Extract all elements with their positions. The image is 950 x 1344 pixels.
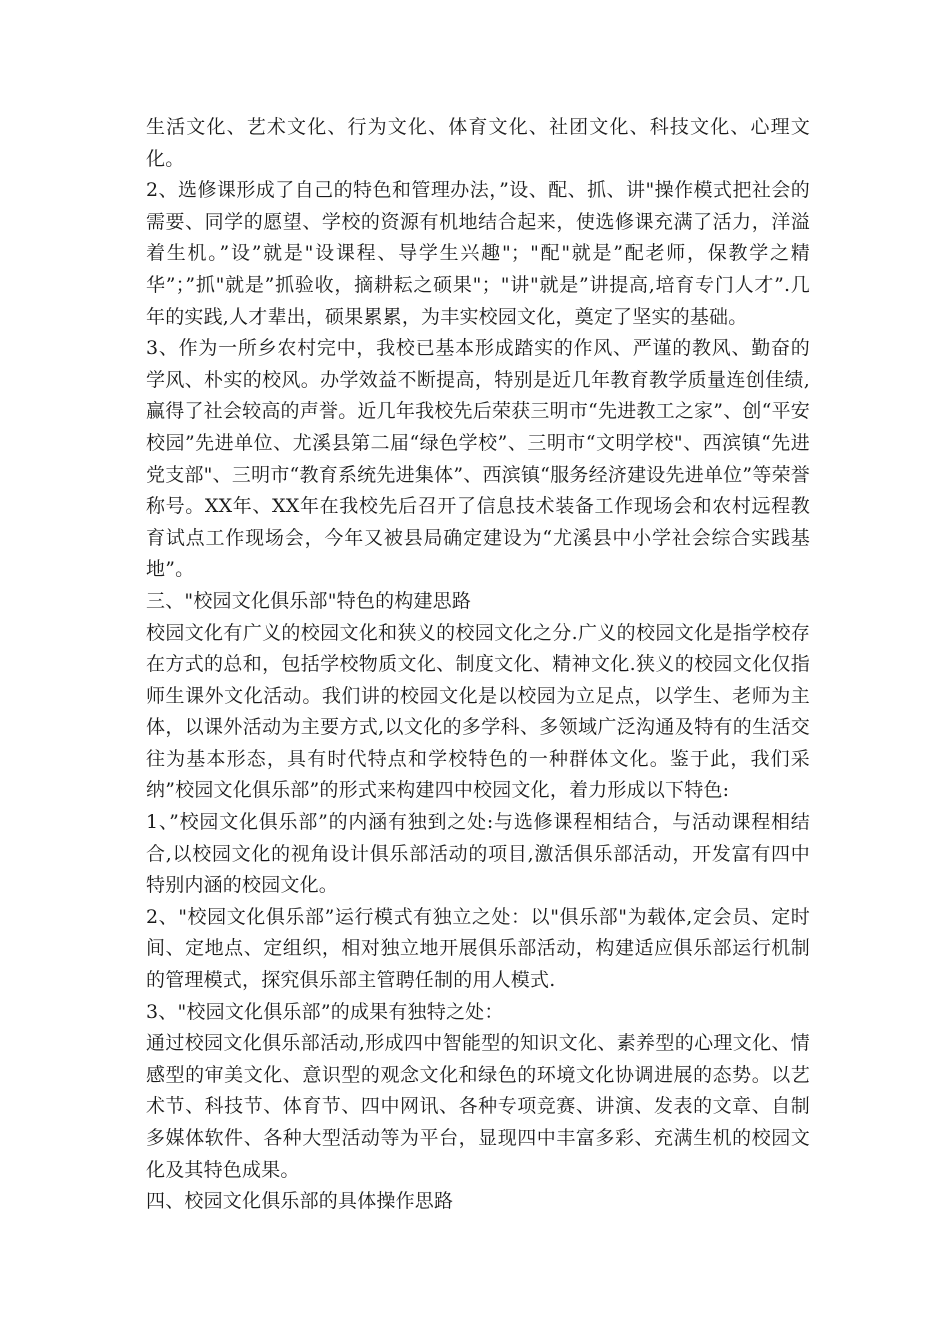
- paragraph-feature-3: 3、"校园文化俱乐部”的成果有独特之处：: [146, 1000, 504, 1023]
- section-heading-3: 三、"校园文化俱乐部"特色的构建思路: [146, 589, 472, 612]
- paragraph-culture-list: 生活文化、艺术文化、行为文化、体育文化、社团文化、科技文化、心理文化。: [146, 116, 810, 170]
- paragraph-club-activities: 通过校园文化俱乐部活动,形成四中智能型的知识文化、素养型的心理文化、情感型的审美文化、意识型的观念文化和绿色的环境文化协调进展的态势。以艺术节、科技节、体育节、四中网讯、各种专项竞赛、讲演、发表的文章、自制多媒体软件、各种大型活动等为平台，显现四中丰富多彩、充满生机的校园文化及其特色成果。: [146, 1032, 810, 1181]
- paragraph-campus-culture-definition: 校园文化有广义的校园文化和狭义的校园文化之分.广义的校园文化是指学校存在方式的总和，包括学校物质文化、制度文化、精神文化.狭义的校园文化仅指师生课外文化活动。我们讲的校园文化是以校园为立足点，以学生、老师为主体，以课外活动为主要方式,以文化的多学科、多领域广泛沟通及特有的生活交往为基本形态，具有时代特点和学校特色的一种群体文化。鉴于此，我们采纳”校园文化俱乐部”的形式来构建四中校园文化，着力形成以下特色:: [146, 621, 810, 802]
- paragraph-elective-courses: 2、选修课形成了自己的特色和管理办法，”设、配、抓、讲"操作模式把社会的需要、同学的愿望、学校的资源有机地结合起来，使选修课充满了活力，洋溢着生机。”设”就是"设课程、导学生兴趣"；"配"就是”配老师，保教学之精华”；”抓"就是”抓验收，摘耕耘之硕果"；"讲"就是”讲提高,培育专门人才”.几年的实践,人才辈出，硕果累累，为丰实校园文化，奠定了坚实的基础。: [146, 179, 810, 328]
- document-body: [146, 112, 810, 1218]
- section-heading-4: 四、校园文化俱乐部的具体操作思路: [146, 1190, 454, 1213]
- paragraph-feature-2: 2、"校园文化俱乐部”运行模式有独立之处：以"俱乐部"为载体,定会员、定时间、定地点、定组织，相对独立地开展俱乐部活动，构建适应俱乐部运行机制的管理模式，探究俱乐部主管聘任制的用人模式.: [146, 905, 810, 992]
- paragraph-feature-1: 1、”校园文化俱乐部”的内涵有独到之处:与选修课程相结合，与活动课程相结合,以校园文化的视角设计俱乐部活动的项目,激活俱乐部活动，开发富有四中特别内涵的校园文化。: [146, 811, 810, 897]
- paragraph-school-honors: 3、作为一所乡农村完中，我校已基本形成踏实的作风、严谨的教风、勤奋的学风、朴实的校风。办学效益不断提高，特别是近几年教育教学质量连创佳绩,赢得了社会较高的声誉。近几年我校先后荣获三明市“先进教工之家”、创“平安校园”先进单位、尤溪县第二届“绿色学校”、三明市“文明学校"、西滨镇“先进党支部"、三明市“教育系统先进集体”、西滨镇“服务经济建设先进单位”等荣誉称号。XX年、XX年在我校先后召开了信息技术装备工作现场会和农村远程教育试点工作现场会，今年又被县局确定建设为“尤溪县中小学社会综合实践基地”。: [146, 337, 810, 581]
